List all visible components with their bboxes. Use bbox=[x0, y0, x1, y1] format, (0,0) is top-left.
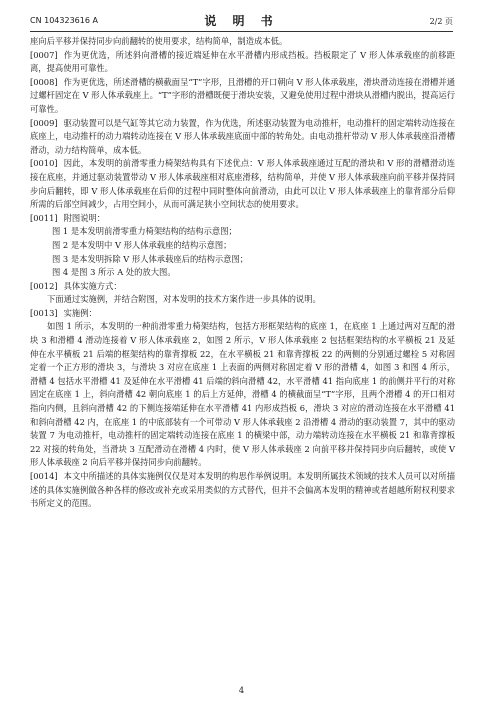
paragraph-text: 作为更优选，所述滑槽的横截面呈“T”字形，且滑槽的开口朝向 V 形人体承载座，滑块滑动连接在滑槽并通过螺杆固定在 V 形人体承载座上。“T”字形的滑槽既便于滑块安装，又避免使用过程中滑块从滑槽内脱出，提高运行可靠性。 bbox=[30, 76, 455, 114]
implementation-intro: 下面通过实施例，并结合附图，对本发明的技术方案作进一步具体的说明。 bbox=[47, 294, 321, 305]
figure-description: 图 2 是本发明中 V 形人体承载座的结构示意图； bbox=[52, 239, 232, 250]
paragraph-0008 bbox=[30, 76, 455, 117]
paragraph-text: 本文中所描述的具体实施例仅仅是对本发明的构思作举例说明。本发明所属技术领域的技术人员可以对所描述的具体实施例做各种各样的修改或补充或采用类似的方式替代，但并不会偏离本发明的精神或者超越所附权利要求书所定义的范围。 bbox=[30, 471, 455, 509]
paragraph-0014 bbox=[30, 470, 455, 511]
paragraph-0010 bbox=[30, 157, 455, 211]
paragraph-0011 bbox=[30, 212, 455, 226]
paragraph-0013 bbox=[30, 307, 455, 321]
paragraph-tag: [0014] bbox=[30, 471, 58, 481]
paragraph-continued bbox=[30, 35, 455, 49]
paragraph-text: 驱动装置可以是气缸等其它动力装置，作为优选，所述驱动装置为电动推杆，电动推杆的固定端转动连接在底座上，电动推杆的动力端转动连接在 V 形人体承载座底面中部的转角处。由电动推杆带动 V 形人体承载座沿滑槽滑动，动力结构简单，成本低。 bbox=[30, 117, 455, 155]
paragraph-tag: [0012] bbox=[30, 280, 58, 291]
patent-number: CN 104323616 A bbox=[30, 16, 98, 25]
figure-description: 图 1 是本发明前滑零重力椅架结构的结构示意图； bbox=[52, 226, 237, 237]
section-heading: 具体实施方式： bbox=[63, 280, 122, 291]
paragraph-tag: [0009] bbox=[30, 117, 58, 128]
figure-description: 图 3 是本发明拆除 V 形人体承载座后的结构示意图； bbox=[52, 253, 249, 264]
document-title: 说 明 书 bbox=[204, 14, 279, 28]
example-text: 如图 1 所示，本发明的一种前滑零重力椅架结构，包括方形框架结构的底座 1，在底座 1 上通过两对互配的滑块 3 和滑槽 4 滑动连接着 V 形人体承载座 2，如图 2 所示，V 形人体承载座 2 包括框架结构的水平横板 21 及延伸在水平横板 21 后端的框架结构的靠背撑板 22，在水平横板 21 和靠背撑板 22 的两侧的分别通过螺栓 5 对称固定着一个正方形的滑块 3，与滑块 3 对应在底座 1 上表面的两侧对称固定着 V 形的滑槽 4，如图 3 和图 4 所示，滑槽 4 包括水平滑槽 41 及延伸在水平滑槽 41 后端的斜向滑槽 42，水平滑槽 41 指向底座 1 的前侧并平行的对称固定在底座 1 上，斜向滑槽 42 朝向底座 1 的后上方延伸，滑槽 4 的横截面呈“T”字形，且两个滑槽 4 的开口相对指向内侧，且斜向滑槽 42 的下侧连接端延伸在水平滑槽 41 内形成挡板 6，滑块 3 对应的滑动连接在水平滑槽 41 和斜向滑槽 42 内，在底座 1 的中底部装有一个可带动 V 形人体承载座 2 沿滑槽 4 滑动的驱动装置 7，其中的驱动装置 7 为电动推杆，电动推杆的固定端转动连接在底座 1 的横梁中部，动力端转动连接在水平横板 21 和靠背撑板 22 对接的转角处，当滑块 3 互配滑动在滑槽 4 内时，使 V 形人体承载座 2 向前平移并保持同步向后翻转，或使 V 形人体承载座 2 向后平移并保持同步向前翻转。 bbox=[30, 321, 455, 468]
page-header bbox=[30, 12, 453, 30]
figure-description: 图 4 是图 3 所示 A 处的放大图。 bbox=[52, 267, 176, 278]
paragraph-text: 因此，本发明的前滑零重力椅架结构具有下述优点：V 形人体承载座通过互配的滑块和 V 形的滑槽滑动连接在底座，并通过驱动装置带动 V 形人体承载座相对底座滑移，结构简单，并使 V 形人体承载座向前平移并保持同步向后翻转，即 V 形人体承载座在后仰的过程中同时整体向前滑动，由此可以让 V 形人体承载座上的靠背部分后仰所需的后部空间减少，占用空间小，从而可满足狭小空间状态的使用要求。 bbox=[30, 158, 455, 210]
paragraph-tag: [0008] bbox=[30, 76, 58, 87]
page-number: 4 bbox=[238, 686, 245, 696]
paragraph-tag: [0011] bbox=[30, 212, 58, 223]
paragraph-0012 bbox=[30, 280, 455, 294]
paragraph-0009 bbox=[30, 117, 455, 158]
paragraph-0007 bbox=[30, 49, 455, 76]
paragraph-tag: [0007] bbox=[30, 49, 58, 60]
header-divider bbox=[30, 31, 453, 32]
paragraph-tag: [0010] bbox=[30, 158, 58, 169]
page-indicator: 2/2 页 bbox=[429, 17, 453, 26]
paragraph-tag: [0013] bbox=[30, 307, 58, 318]
section-heading: 附图说明： bbox=[63, 212, 106, 223]
paragraph-text: 座向后平移并保持同步向前翻转的使用要求，结构简单，制造成本低。 bbox=[30, 36, 288, 46]
document-body bbox=[30, 35, 455, 511]
paragraph-text: 作为更优选，所述斜向滑槽的接近端延伸在水平滑槽内形成挡板。挡板限定了 V 形人体承载座的前移距离，提高使用可靠性。 bbox=[30, 49, 455, 74]
section-heading: 实施例： bbox=[63, 307, 97, 318]
